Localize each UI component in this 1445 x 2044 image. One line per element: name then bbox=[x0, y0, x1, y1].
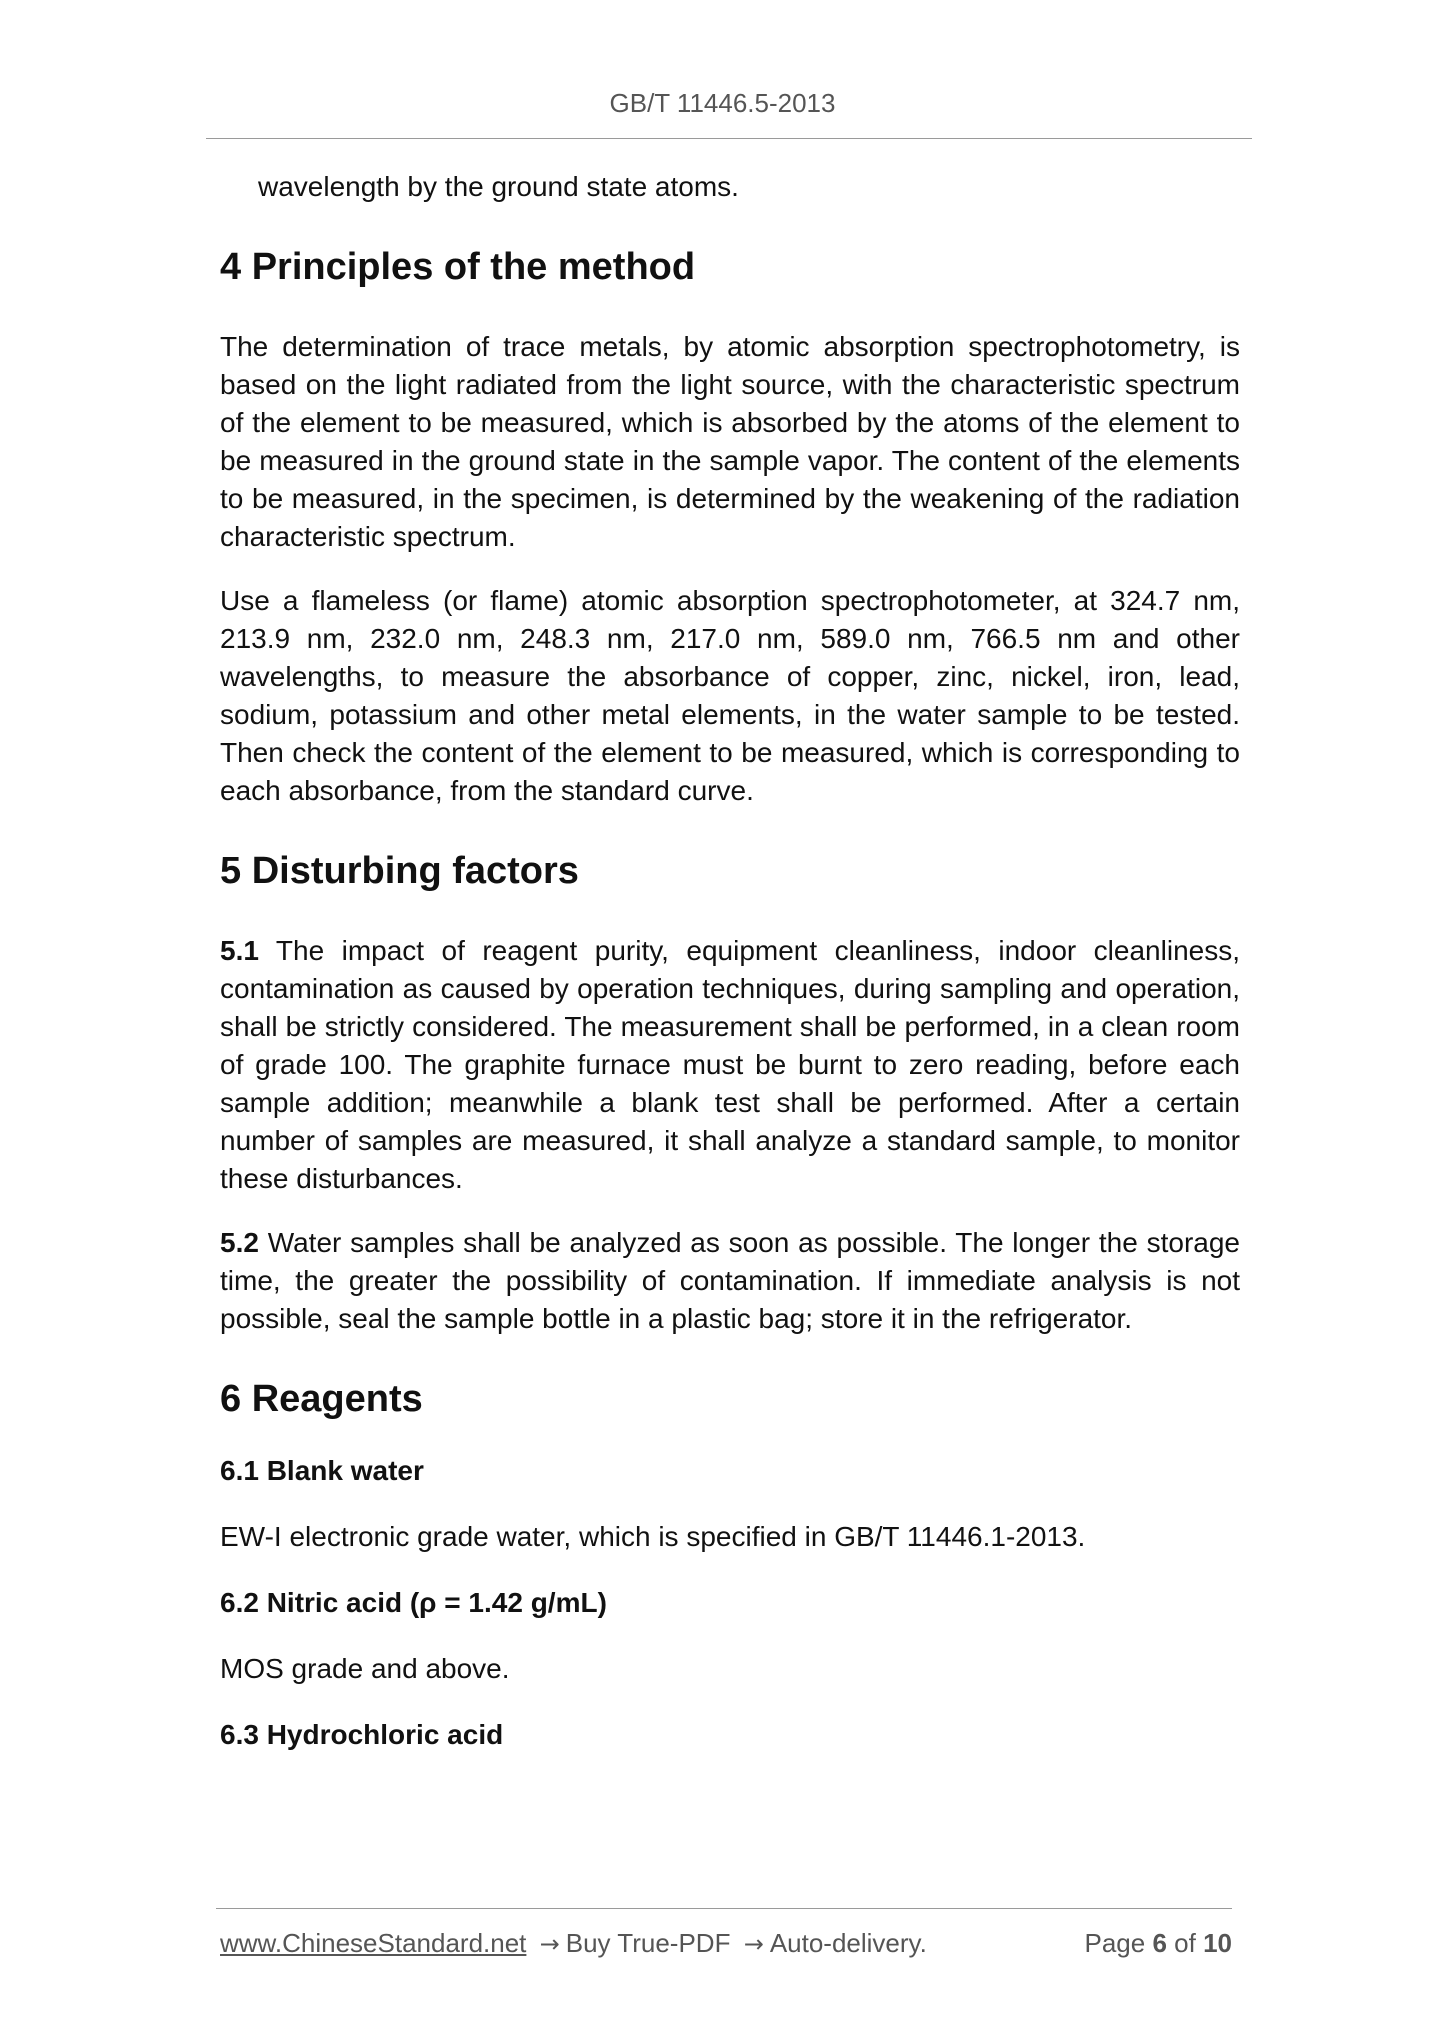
page-content bbox=[220, 168, 1240, 1754]
subsection-6-1-heading: 6.1 Blank water bbox=[220, 1455, 424, 1486]
page-of-label: of bbox=[1174, 1928, 1196, 1958]
current-page-number: 6 bbox=[1152, 1928, 1167, 1958]
subsection-6-3-heading: 6.3 Hydrochloric acid bbox=[220, 1719, 504, 1750]
document-id-header: GB/T 11446.5-2013 bbox=[609, 88, 836, 118]
clause-5-1-number: 5.1 bbox=[220, 935, 259, 966]
section-4-paragraph-2: Use a flameless (or flame) atomic absorption spectrophotometer, at 324.7 nm, 213.9 nm, 232.0 nm, 248.3 nm, 217.0 nm, 589.0 nm, 766.5 nm and other wavelengths, to measure the absorbance of copper, zinc, nickel, iron, lead, sodium, potassium and other metal elements, in the water sample to be tested. Then check the content of the element to be measured, which is corresponding to each absorbance, from the standard curve. bbox=[220, 585, 1240, 806]
subsection-6-2-heading: 6.2 Nitric acid (ρ = 1.42 g/mL) bbox=[220, 1587, 607, 1618]
header-divider bbox=[206, 138, 1252, 139]
footer-step-buy: Buy True-PDF bbox=[565, 1928, 731, 1958]
footer-promo bbox=[220, 1928, 927, 1959]
section-4-paragraph-1: The determination of trace metals, by atomic absorption spectrophotometry, is based on the light radiated from the light source, with the characteristic spectrum of the element to be measured, which is absorbed by the atoms of the element to be measured in the ground state in the sample vapor. The content of the elements to be measured, in the specimen, is determined by the weakening of the radiation characteristic spectrum. bbox=[220, 331, 1240, 552]
continuation-text: wavelength by the ground state atoms. bbox=[258, 171, 739, 202]
clause-5-2-text: Water samples shall be analyzed as soon as possible. The longer the storage time, the greater the possibility of contamination. If immediate analysis is not possible, seal the sample bottle in a plastic bag; store it in the refrigerator. bbox=[220, 1227, 1240, 1334]
clause-5-2-number: 5.2 bbox=[220, 1227, 259, 1258]
clause-5-2 bbox=[220, 1224, 1240, 1338]
subsection-6-2-text: MOS grade and above. bbox=[220, 1653, 510, 1684]
arrow-right-icon: → bbox=[539, 1930, 560, 1958]
section-5-heading: 5 Disturbing factors bbox=[220, 850, 579, 892]
clause-5-1 bbox=[220, 932, 1240, 1198]
arrow-right-icon: → bbox=[743, 1930, 764, 1958]
footer-step-delivery: Auto-delivery. bbox=[769, 1928, 927, 1958]
clause-5-1-text: The impact of reagent purity, equipment cleanliness, indoor cleanliness, contamination as caused by operation techniques, during sampling and operation, shall be strictly considered. The measurement shall be performed, in a clean room of grade 100. The graphite furnace must be burnt to zero reading, before each sample addition; meanwhile a blank test shall be performed. After a certain number of samples are measured, it shall analyze a standard sample, to monitor these disturbances. bbox=[220, 935, 1240, 1194]
page-label: Page bbox=[1084, 1928, 1146, 1958]
section-6-heading: 6 Reagents bbox=[220, 1378, 423, 1420]
total-page-count: 10 bbox=[1203, 1928, 1232, 1958]
subsection-6-1-text: EW-I electronic grade water, which is specified in GB/T 11446.1-2013. bbox=[220, 1521, 1086, 1552]
section-4-heading: 4 Principles of the method bbox=[220, 246, 696, 288]
footer-divider bbox=[216, 1908, 1232, 1909]
website-link[interactable]: www.ChineseStandard.net bbox=[220, 1928, 527, 1958]
page-indicator bbox=[1084, 1928, 1232, 1959]
page-footer bbox=[220, 1928, 1232, 1964]
